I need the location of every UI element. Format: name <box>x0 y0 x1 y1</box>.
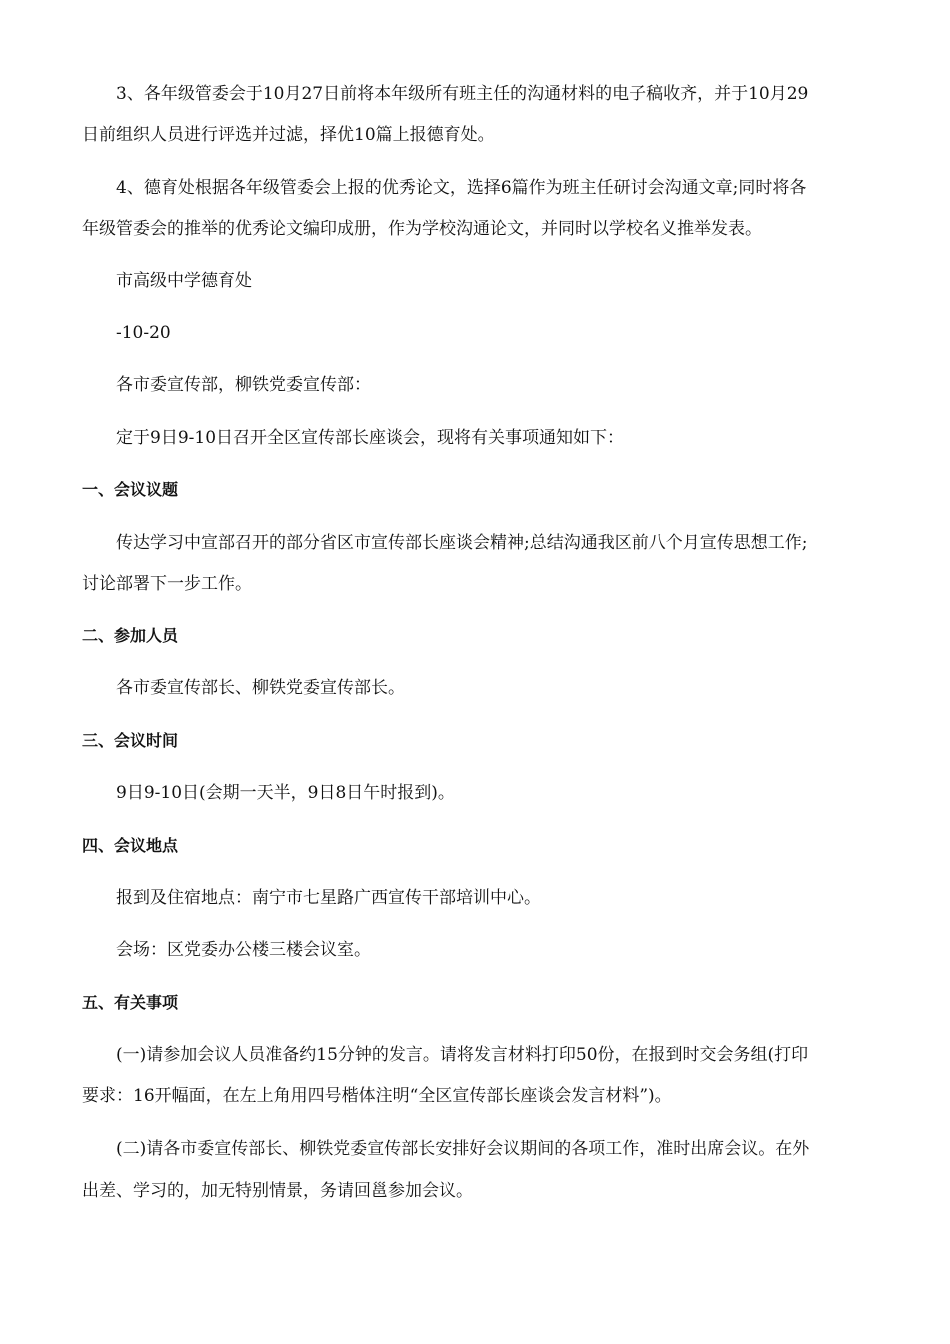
matters-item-2-line-1: (二)请各市委宣传部长、柳铁党委宣传部长安排好会议期间的各项工作，准时出席会议。在外 <box>116 1139 810 1159</box>
matters-item-1-line-1: (一)请参加会议人员准备约15分钟的发言。请将发言材料打印50份，在报到时交会务组(打印 <box>116 1045 809 1065</box>
paragraph-3-line-1: 3、各年级管委会于10月27日前将本年级所有班主任的沟通材料的电子稿收齐，并于10月29 <box>116 84 809 104</box>
location-lodging: 报到及住宿地点：南宁市七星路广西宣传干部培训中心。 <box>116 888 541 908</box>
section-heading-attendees: 二、参加人员 <box>82 626 179 645</box>
notice-salutation: 各市委宣传部，柳铁党委宣传部： <box>116 375 371 395</box>
section-heading-location: 四、会议地点 <box>82 836 179 855</box>
matters-item-1-line-2: 要求：16开幅面，在左上角用四号楷体注明“全区宣传部长座谈会发言材料”)。 <box>82 1086 672 1106</box>
section-heading-time: 三、会议时间 <box>82 731 179 750</box>
signature-organization: 市高级中学德育处 <box>116 271 252 291</box>
agenda-line-2: 讨论部署下一步工作。 <box>82 574 252 594</box>
paragraph-4-line-1: 4、德育处根据各年级管委会上报的优秀论文，选择6篇作为班主任研讨会沟通文章;同时将各 <box>116 178 807 198</box>
signature-date: -10-20 <box>116 323 171 343</box>
notice-intro: 定于9日9-10日召开全区宣传部长座谈会，现将有关事项通知如下： <box>116 428 625 448</box>
location-venue: 会场：区党委办公楼三楼会议室。 <box>116 940 371 960</box>
matters-item-2-line-2: 出差、学习的，加无特别情景，务请回邕参加会议。 <box>82 1181 473 1201</box>
paragraph-3-line-2: 日前组织人员进行评选并过滤，择优10篇上报德育处。 <box>82 125 495 145</box>
paragraph-4-line-2: 年级管委会的推举的优秀论文编印成册，作为学校沟通论文，并同时以学校名义推举发表。 <box>82 219 762 239</box>
time-text: 9日9-10日(会期一天半，9日8日午时报到)。 <box>116 783 455 803</box>
agenda-line-1: 传达学习中宣部召开的部分省区市宣传部长座谈会精神;总结沟通我区前八个月宣传思想工作; <box>116 533 808 553</box>
section-heading-matters: 五、有关事项 <box>82 993 179 1012</box>
attendees-text: 各市委宣传部长、柳铁党委宣传部长。 <box>116 678 405 698</box>
section-heading-agenda: 一、会议议题 <box>82 480 179 499</box>
